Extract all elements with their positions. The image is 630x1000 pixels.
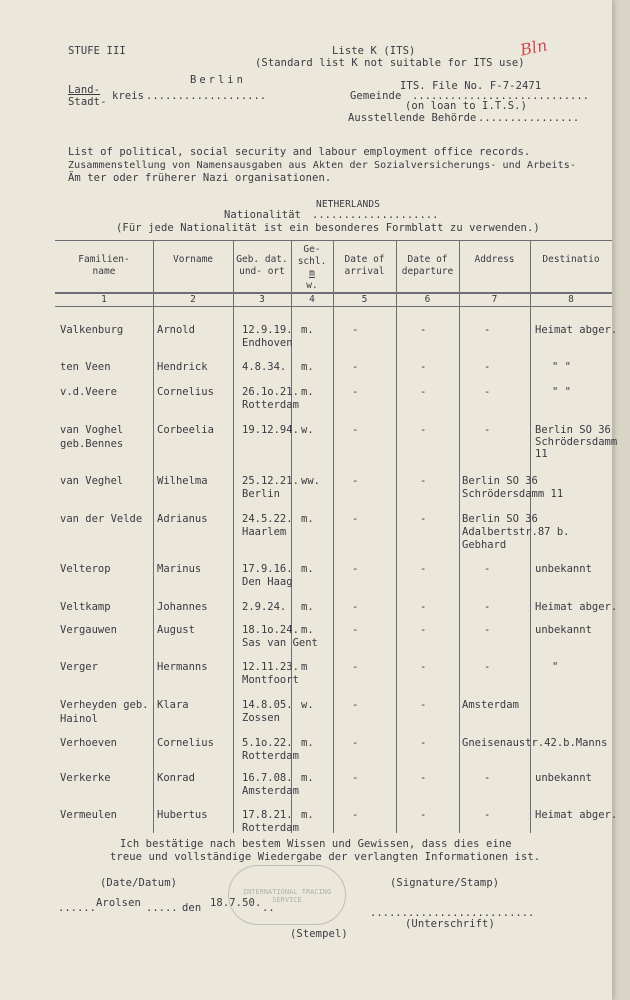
- cell-departure: -: [420, 361, 427, 373]
- unterschrift-label: (Unterschrift): [405, 918, 495, 930]
- column-header-6: departure: [401, 266, 454, 277]
- kreis-label: kreis: [112, 90, 145, 102]
- intro-line-1: List of political, social security and labour employment office records.: [68, 146, 531, 158]
- stempel-label: (Stempel): [290, 928, 348, 940]
- liste-subtitle: (Standard list K not suitable for ITS use): [255, 57, 525, 69]
- cell-first-name: Hermanns: [157, 661, 208, 673]
- table-column-rule: [333, 240, 334, 833]
- cell-address: Berlin SO 36: [462, 513, 538, 525]
- nationality-value: NETHERLANDS: [316, 199, 381, 210]
- confirmation-line-2: treue und vollständige Wiedergabe der verlangten Informationen ist.: [110, 851, 541, 863]
- cell-arrival: -: [352, 563, 359, 575]
- table-column-rule: [459, 240, 460, 833]
- cell-arrival: -: [352, 324, 359, 336]
- cell-family-name: van Voghel: [60, 424, 124, 436]
- cell-birth-date: 16.7.08.: [242, 772, 293, 784]
- cell-sex: ww.: [301, 475, 320, 487]
- den-label: den: [182, 902, 202, 914]
- cell-first-name: Konrad: [157, 772, 195, 784]
- cell-address: -: [484, 424, 491, 436]
- on-loan-note: (on loan to I.T.S.): [405, 100, 528, 112]
- cell-birth-place: Rotterdam: [242, 750, 299, 762]
- cell-birth-date: 5.1o.22.: [242, 737, 293, 749]
- column-number: 6: [424, 294, 431, 305]
- cell-departure: -: [420, 699, 427, 711]
- cell-birth-date: 24.5.22.: [242, 513, 293, 525]
- cell-arrival: -: [352, 475, 359, 487]
- table-column-rule: [153, 240, 154, 833]
- date-label: (Date/Datum): [100, 877, 178, 889]
- cell-birth-date: 18.1o.24.: [242, 624, 299, 636]
- column-header-4: Ge-: [303, 244, 321, 255]
- cell-destination: " ": [552, 361, 571, 373]
- cell-arrival: -: [352, 601, 359, 613]
- cell-address: -: [484, 563, 491, 575]
- cell-destination: unbekannt: [535, 624, 592, 636]
- column-header-8: Destinatio: [542, 254, 600, 265]
- column-header-6: Date of: [407, 254, 448, 265]
- table-column-rule: [396, 240, 397, 833]
- date-dots: ..: [262, 902, 275, 914]
- cell-sex: m.: [301, 737, 314, 749]
- cell-birth-date: 26.1o.21.: [242, 386, 299, 398]
- cell-birth-place: Amsterdam: [242, 785, 299, 797]
- column-header-4: w.: [306, 280, 318, 291]
- cell-sex: m.: [301, 601, 314, 613]
- cell-address: Gneisenaustr.42.b.Manns: [462, 737, 608, 749]
- cell-departure: -: [420, 386, 427, 398]
- intro-line-2: Zusammenstellung von Namensausgaben aus Akten der Sozialversicherungs- und Arbeits-: [68, 160, 577, 171]
- gemeinde-label: Gemeinde: [350, 90, 402, 102]
- cell-birth-place: Endhoven: [242, 337, 293, 349]
- cell-first-name: Corbeelia: [157, 424, 214, 436]
- cell-birth-date: 12.11.23.: [242, 661, 299, 673]
- nationality-dots: ....................: [312, 209, 439, 221]
- cell-departure: -: [420, 424, 427, 436]
- cell-address: -: [484, 361, 491, 373]
- column-header-2: Vorname: [172, 254, 214, 265]
- column-header-7: Address: [474, 254, 515, 265]
- cell-family-name: Verger: [60, 661, 98, 673]
- cell-address: -: [484, 624, 491, 636]
- cell-destination-3: 11: [535, 448, 548, 460]
- kreis-dots: ...................: [146, 90, 267, 102]
- handwritten-mark: Bln: [518, 35, 549, 60]
- column-header-5: arrival: [344, 266, 385, 277]
- cell-family-name: Vergauwen: [60, 624, 117, 636]
- cell-first-name: Marinus: [157, 563, 202, 575]
- cell-destination: unbekannt: [535, 563, 592, 575]
- signature-dots: ..........................: [370, 907, 535, 919]
- cell-arrival: -: [352, 513, 359, 525]
- cell-arrival: -: [352, 386, 359, 398]
- cell-departure: -: [420, 809, 427, 821]
- cell-family-name: Vermeulen: [60, 809, 117, 821]
- cell-birth-date: 17.9.16.: [242, 563, 293, 575]
- column-header-4: m: [309, 268, 315, 279]
- cell-birth-place: Den Haag: [242, 576, 293, 588]
- confirmation-line-1: Ich bestätige nach bestem Wissen und Gewissen, dass dies eine: [120, 838, 512, 850]
- cell-family-name: van der Velde: [60, 513, 143, 525]
- cell-family-name: van Veghel: [60, 475, 124, 487]
- nationality-note: (Für jede Nationalität ist ein besonderes Formblatt zu verwenden.): [116, 222, 540, 234]
- cell-departure: -: [420, 475, 427, 487]
- cell-birth-date: 12.9.19.: [242, 324, 293, 336]
- intro-line-3: Äm ter oder früherer Nazi organisationen.: [68, 172, 332, 184]
- cell-sex: m.: [301, 563, 314, 575]
- stufe-label: STUFE III: [68, 45, 126, 57]
- cell-first-name: Cornelius: [157, 737, 214, 749]
- cell-address: -: [484, 386, 491, 398]
- date-value: 18.7.50.: [210, 897, 262, 909]
- cell-destination: " ": [552, 386, 571, 398]
- cell-destination-2: Schrödersdamm: [535, 436, 618, 448]
- column-header-3: Geb. dat.: [236, 254, 288, 265]
- cell-family-name: Velterop: [60, 563, 111, 575]
- cell-first-name: Adrianus: [157, 513, 208, 525]
- cell-birth-place: Rotterdam: [242, 399, 299, 411]
- cell-sex: m.: [301, 513, 314, 525]
- cell-departure: -: [420, 624, 427, 636]
- cell-birth-date: 14.8.05.: [242, 699, 293, 711]
- cell-first-name: Arnold: [157, 324, 195, 336]
- column-header-5: Date of: [344, 254, 385, 265]
- column-number: 2: [190, 294, 196, 305]
- land-label: Land-: [68, 84, 101, 96]
- column-number: 4: [309, 294, 315, 305]
- cell-departure: -: [420, 513, 427, 525]
- cell-destination: Heimat abger.: [535, 324, 618, 336]
- column-header-1: name: [92, 266, 116, 277]
- cell-address-2: Adalbertstr.87 b.: [462, 526, 570, 538]
- cell-birth-place: Sas van Gent: [242, 637, 318, 649]
- cell-arrival: -: [352, 624, 359, 636]
- faded-stamp: [228, 865, 346, 925]
- cell-address: -: [484, 809, 491, 821]
- cell-arrival: -: [352, 661, 359, 673]
- place-dots: ......: [58, 902, 96, 914]
- column-header-1: Familien-: [78, 254, 130, 265]
- cell-address: Berlin SO 36: [462, 475, 538, 487]
- cell-birth-place: Montfoort: [242, 674, 299, 686]
- column-number: 1: [101, 294, 107, 305]
- cell-arrival: -: [352, 737, 359, 749]
- column-header-3: und- ort: [239, 266, 285, 277]
- stadt-label: Stadt-: [68, 96, 107, 108]
- cell-first-name: Wilhelma: [157, 475, 208, 487]
- cell-arrival: -: [352, 772, 359, 784]
- cell-sex: m.: [301, 772, 314, 784]
- cell-birth-place: Haarlem: [242, 526, 287, 538]
- ausstellende-dots: ................: [478, 112, 580, 124]
- kreis-value: Berlin: [190, 74, 246, 86]
- cell-first-name: Hubertus: [157, 809, 208, 821]
- cell-departure: -: [420, 324, 427, 336]
- cell-birth-date: 19.12.94.: [242, 424, 299, 436]
- cell-sex: m: [301, 661, 308, 673]
- cell-destination: ": [552, 661, 559, 673]
- cell-address: -: [484, 661, 491, 673]
- cell-departure: -: [420, 661, 427, 673]
- cell-address: -: [484, 772, 491, 784]
- cell-sex: m.: [301, 809, 314, 821]
- cell-family-name: v.d.Veere: [60, 386, 117, 398]
- cell-first-name: Cornelius: [157, 386, 214, 398]
- nationality-label: Nationalität: [224, 209, 302, 221]
- cell-sex: w.: [301, 699, 314, 711]
- cell-departure: -: [420, 737, 427, 749]
- ausstellende-label: Ausstellende Behörde: [348, 112, 477, 124]
- cell-sex: w.: [301, 424, 314, 436]
- cell-family-name: Verkerke: [60, 772, 111, 784]
- cell-birth-place: Berlin: [242, 488, 280, 500]
- cell-birth-date: 17.8.21.: [242, 809, 293, 821]
- cell-sex: m.: [301, 324, 314, 336]
- cell-address: -: [484, 601, 491, 613]
- cell-birth-date: 25.12.21.: [242, 475, 299, 487]
- column-number: 3: [259, 294, 265, 305]
- signature-label: (Signature/Stamp): [390, 877, 500, 889]
- cell-sex: m.: [301, 361, 314, 373]
- cell-first-name: Johannes: [157, 601, 208, 613]
- cell-destination: Heimat abger.: [535, 809, 618, 821]
- cell-destination: Heimat abger.: [535, 601, 618, 613]
- cell-arrival: -: [352, 699, 359, 711]
- cell-destination: unbekannt: [535, 772, 592, 784]
- cell-family-name: Veltkamp: [60, 601, 111, 613]
- cell-first-name: Klara: [157, 699, 189, 711]
- stamp-text: INTERNATIONAL TRACING SERVICE: [242, 888, 332, 904]
- column-number: 8: [568, 294, 574, 305]
- gemeinde-dots: ............................: [412, 90, 590, 102]
- cell-family-name: Verhoeven: [60, 737, 117, 749]
- table-column-rule: [233, 240, 234, 833]
- place-value: Arolsen: [96, 897, 141, 909]
- cell-arrival: -: [352, 424, 359, 436]
- cell-sex: m.: [301, 624, 314, 636]
- cell-destination: Berlin SO 36: [535, 424, 611, 436]
- column-number: 5: [361, 294, 368, 305]
- cell-birth-place: Zossen: [242, 712, 280, 724]
- cell-departure: -: [420, 601, 427, 613]
- cell-family-name: ten Veen: [60, 361, 111, 373]
- cell-sex: m.: [301, 386, 314, 398]
- cell-address: Amsterdam: [462, 699, 519, 711]
- cell-arrival: -: [352, 361, 359, 373]
- liste-title: Liste K (ITS): [332, 45, 416, 57]
- cell-family-name: Valkenburg: [60, 324, 124, 336]
- cell-departure: -: [420, 563, 427, 575]
- place-dots-2: .....: [146, 902, 178, 914]
- cell-departure: -: [420, 772, 427, 784]
- cell-family-name: Verheyden geb.: [60, 699, 149, 711]
- cell-address-3: Gebhard: [462, 539, 507, 551]
- cell-arrival: -: [352, 809, 359, 821]
- cell-address: -: [484, 324, 491, 336]
- cell-address-2: Schrödersdamm 11: [462, 488, 564, 500]
- cell-birth-date: 4.8.34.: [242, 361, 287, 373]
- column-number: 7: [491, 294, 498, 305]
- cell-first-name: August: [157, 624, 195, 636]
- cell-birth-date: 2.9.24.: [242, 601, 287, 613]
- its-file-number: ITS. File No. F-7-2471: [400, 80, 542, 92]
- cell-birth-place: Rotterdam: [242, 822, 299, 834]
- cell-family-name-2: geb.Bennes: [60, 438, 124, 450]
- cell-family-name-2: Hainol: [60, 713, 98, 725]
- cell-first-name: Hendrick: [157, 361, 208, 373]
- column-header-4: schl.: [297, 256, 327, 267]
